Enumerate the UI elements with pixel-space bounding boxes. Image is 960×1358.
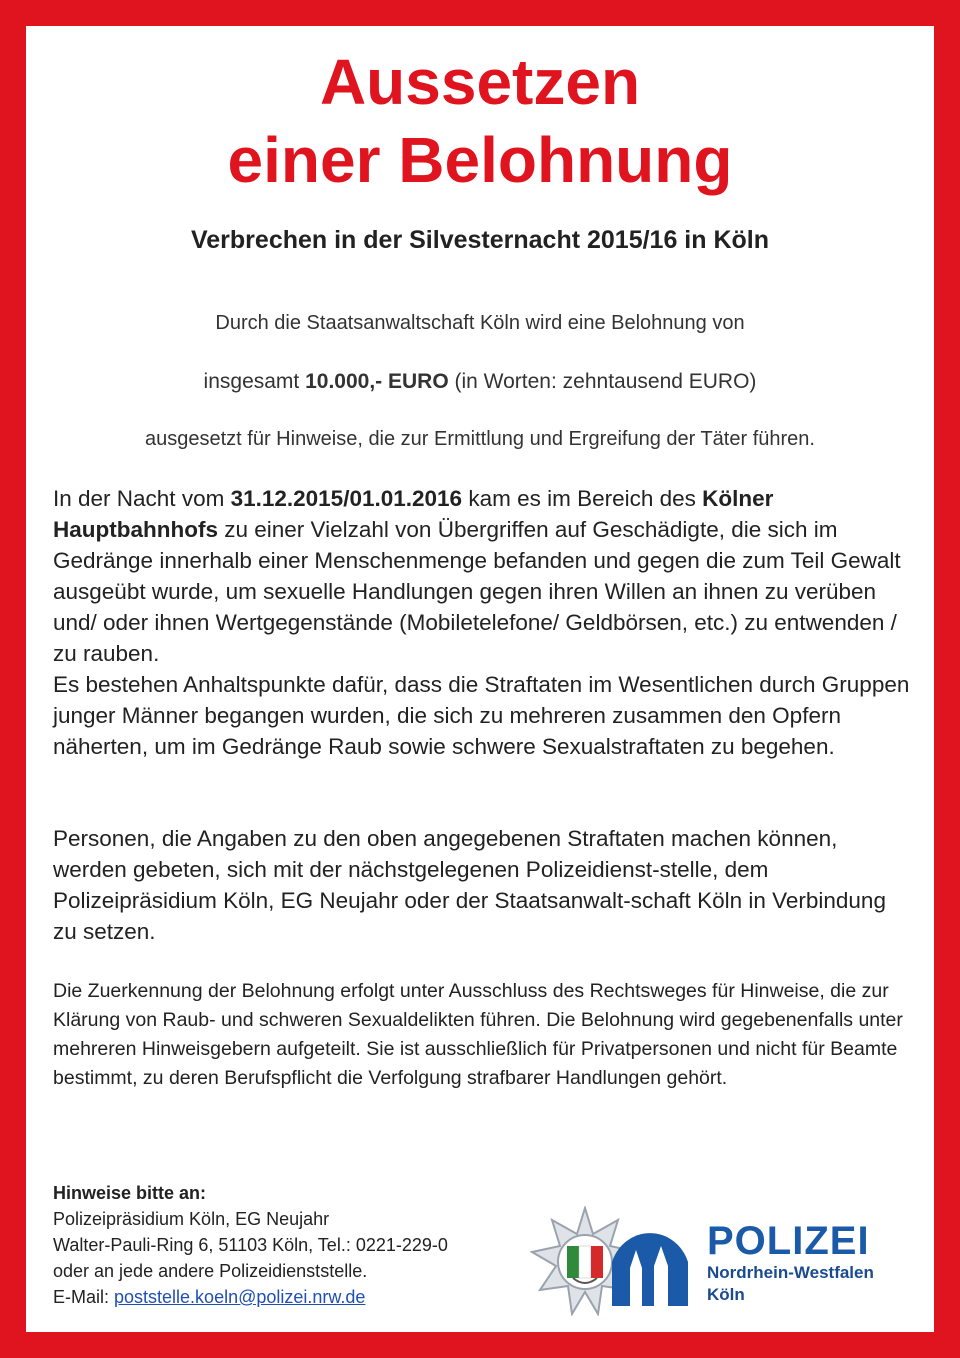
logo-name: POLIZEI: [707, 1219, 870, 1263]
reward-line-2: [0, 370, 960, 394]
appeal-paragraph: Personen, die Angaben zu den oben angegebenen Straftaten machen können, werden gebeten, sich mit der nächstgelegenen Polizeidienst-stelle, dem Polizeipräsidium Köln, EG Neujahr oder der Staatsanwalt-schaft Köln in Verbindung zu setzen.: [53, 826, 886, 944]
incident-text-4: Es bestehen Anhaltspunkte dafür, dass die Straftaten im Wesentlichen durch Gruppen junger Männer begangen wurden, die sich zu mehreren zusammen den Opfern näherten, um im Gedränge Raub sowie schwere Sexualstraftaten zu begehen.: [53, 672, 910, 759]
logo-city: Köln: [707, 1285, 745, 1304]
incident-paragraph: [53, 483, 913, 762]
police-logo-text: [707, 1220, 874, 1306]
poster-title-line1: Aussetzen: [319, 46, 641, 118]
email-link[interactable]: poststelle.koeln@polizei.nrw.de: [114, 1287, 366, 1307]
cathedral-logo-icon: [608, 1216, 692, 1308]
contact-block: [53, 1180, 533, 1310]
contact-line-2: Walter-Pauli-Ring 6, 51103 Köln, Tel.: 0221-229-0: [53, 1235, 448, 1255]
incident-text-2: kam es im Bereich des: [462, 486, 703, 511]
poster-title-line2: einer Belohnung: [227, 124, 733, 196]
reward-line-3: ausgesetzt für Hinweise, die zur Ermittlung und Ergreifung der Täter führen.: [145, 428, 815, 450]
poster-subtitle: Verbrechen in der Silvesternacht 2015/16 in Köln: [190, 226, 769, 254]
contact-email-row: [53, 1284, 533, 1310]
contact-line-3: oder an jede andere Polizeidienststelle.: [53, 1261, 368, 1281]
terms-paragraph: Die Zuerkennung der Belohnung erfolgt unter Ausschluss des Rechtsweges für Hinweise, die zur Klärung von Raub- und schweren Sexualdelikten führen. Die Belohnung wird gegebenenfalls unter mehreren Hinweisgebern aufgeteilt. Sie ist ausschließlich für Privatpersonen und nicht für Beamte bestimmt, zu deren Berufspflicht die Verfolgung strafbarer Handlungen gehört.: [53, 980, 903, 1089]
reward-text-pre: insgesamt: [203, 370, 306, 393]
email-label: E-Mail:: [53, 1287, 115, 1307]
reward-text-post: (in Worten: zehntausend EURO): [448, 370, 757, 393]
reward-line-1: Durch die Staatsanwaltschaft Köln wird eine Belohnung von: [215, 312, 745, 334]
incident-text-3: zu einer Vielzahl von Übergriffen auf Geschädigte, die sich im Gedränge innerhalb einer Menschenmenge befanden und gegen die zum Teil Gewalt ausgeübt wurde, um sexuelle Handlungen gegen ihren Willen an ihnen zu verüben und/ oder ihnen Wertgegenstände (Mobiletelefone/ Geldbörsen, etc.) zu entwenden / zu rauben.: [53, 517, 901, 666]
logo-state: Nordrhein-Westfalen: [707, 1263, 874, 1282]
incident-text-1: In der Nacht vom: [53, 486, 231, 511]
incident-place: Kölner Hauptbahnhofs: [53, 486, 774, 542]
contact-line-1: Polizeipräsidium Köln, EG Neujahr: [53, 1209, 330, 1229]
contact-heading: Hinweise bitte an:: [53, 1183, 207, 1203]
reward-amount: 10.000,- EURO: [305, 370, 449, 393]
incident-date: 31.12.2015/01.01.2016: [230, 486, 463, 511]
